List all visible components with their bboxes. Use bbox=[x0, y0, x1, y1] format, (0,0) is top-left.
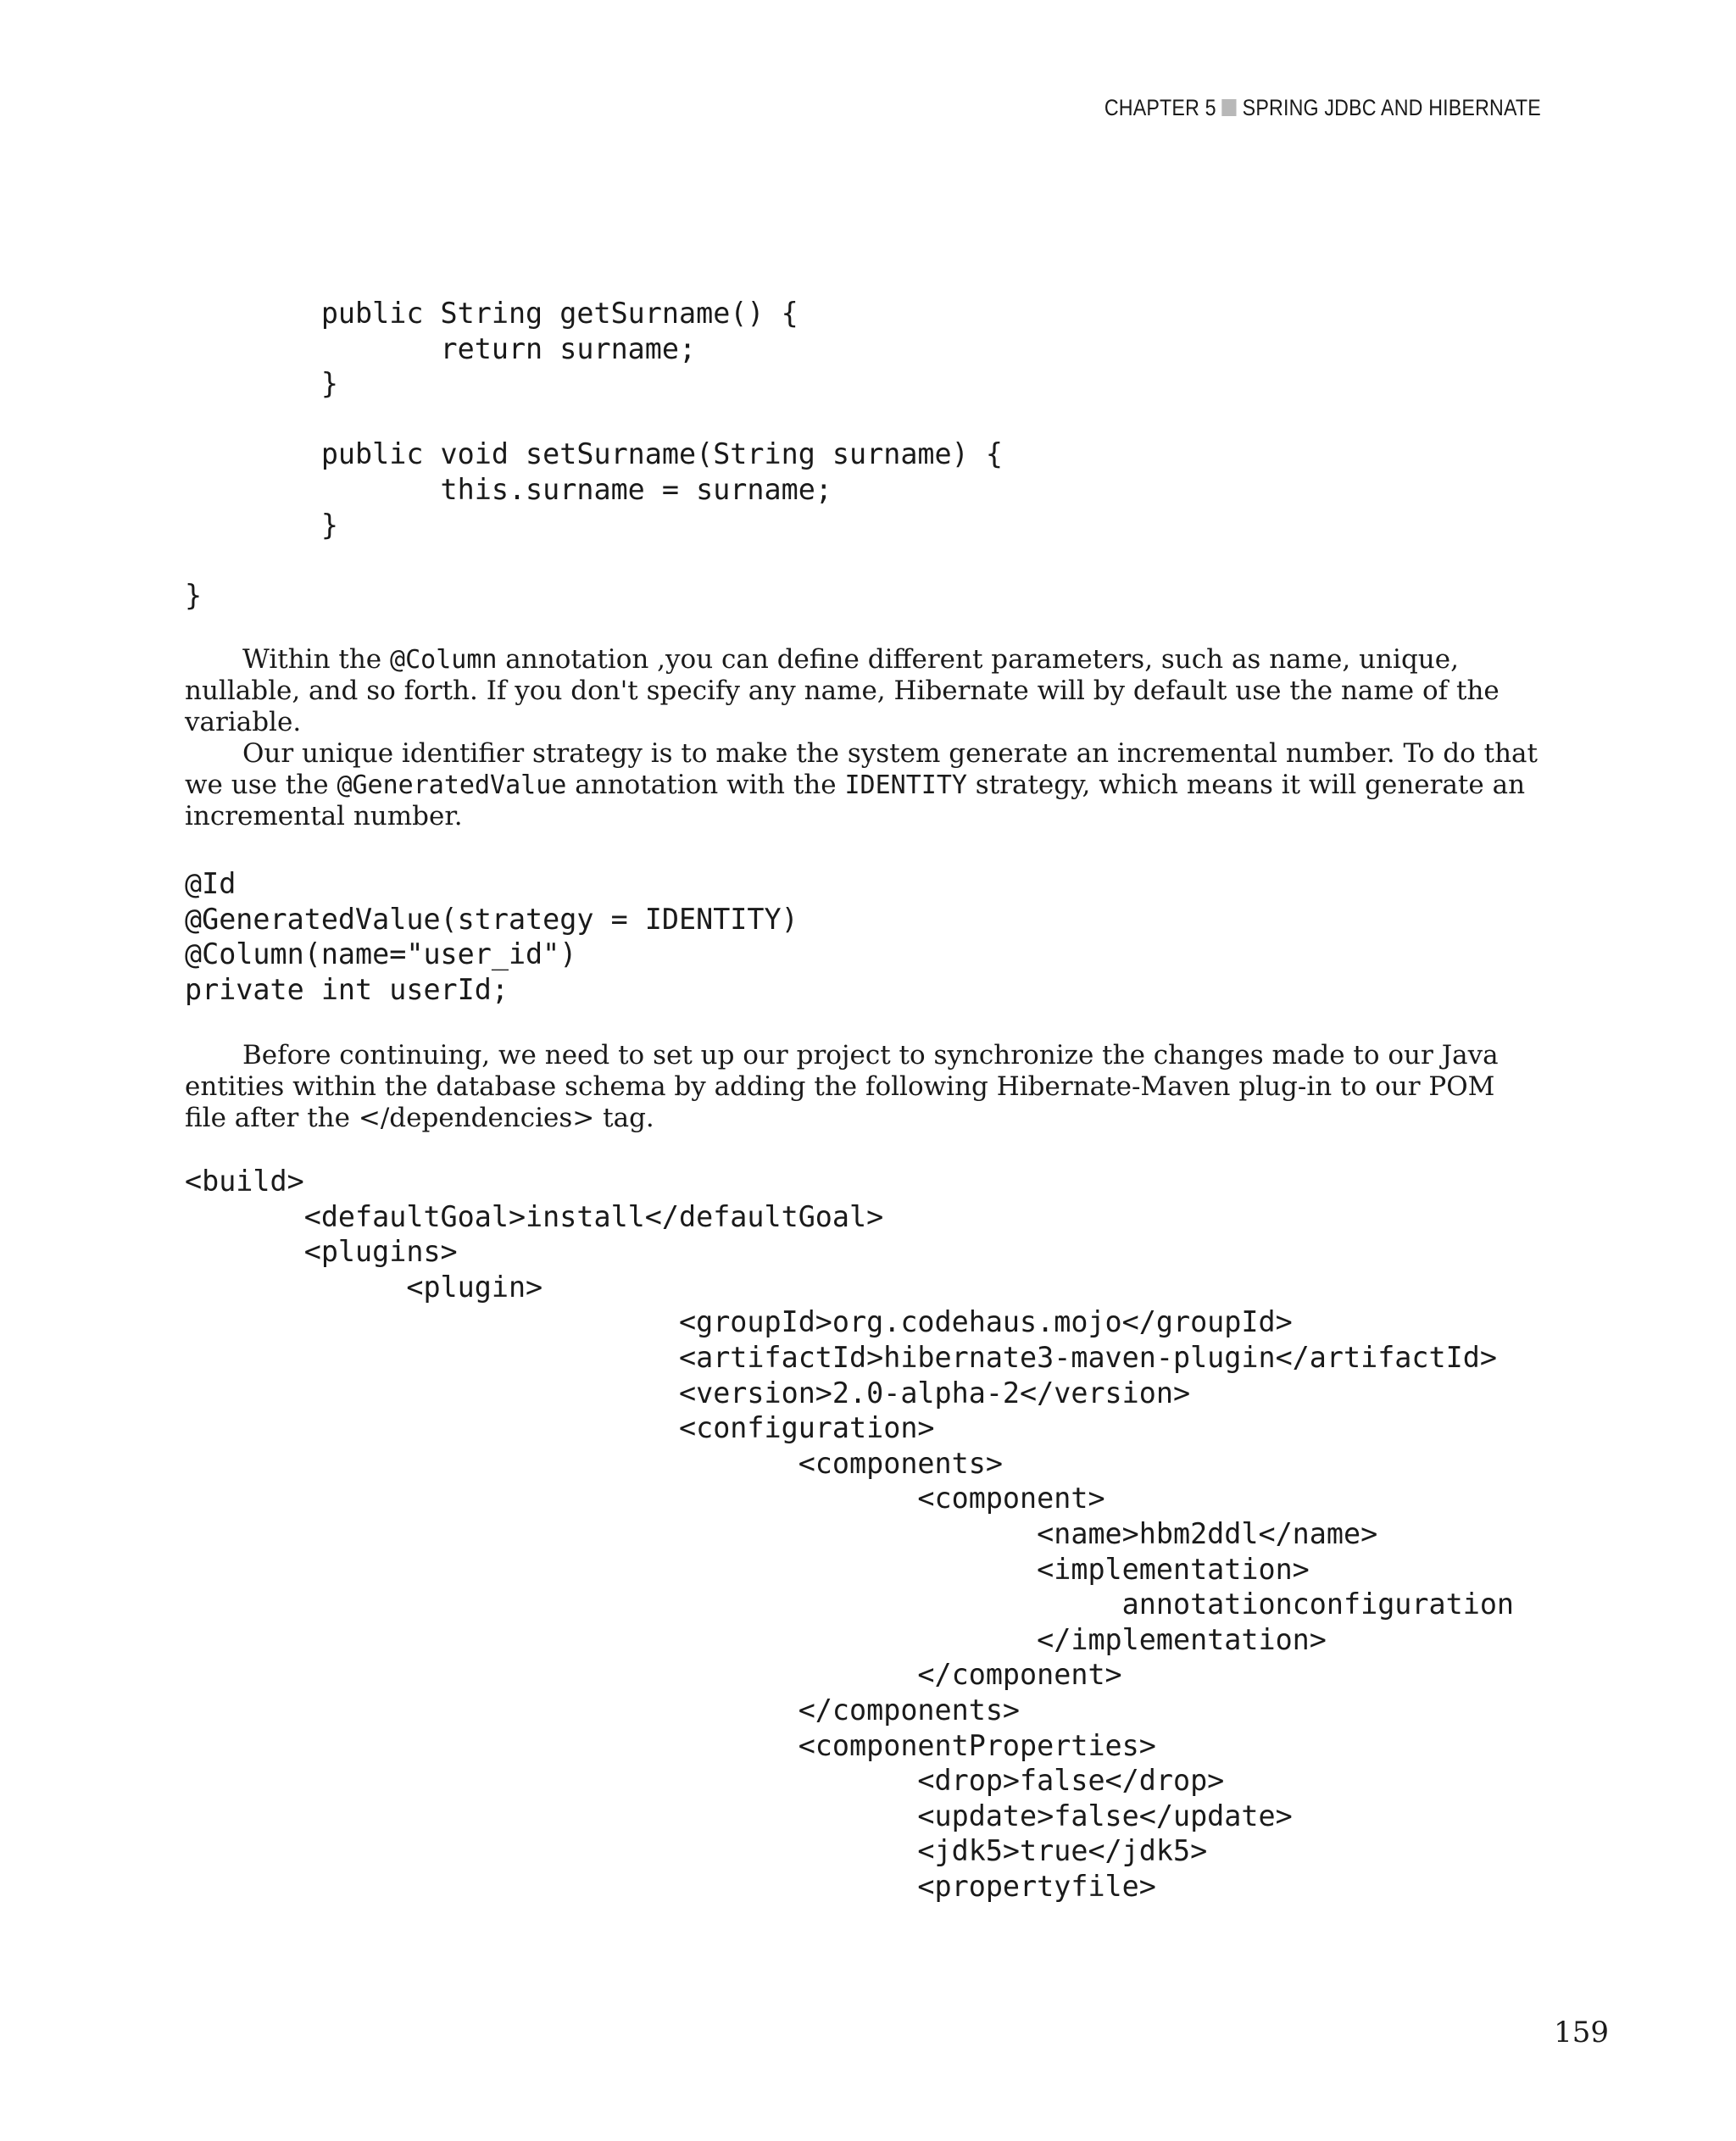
inline-code-column: @Column bbox=[390, 645, 498, 675]
paragraph-maven-plugin: Before continuing, we need to set up our project to synchronize the changes made to our Java entities within the database schema by adding the following Hibernate-Maven plug-in to our POM file after the </dependencies> tag. bbox=[185, 1040, 1499, 1133]
page-number: 159 bbox=[1554, 2016, 1609, 2049]
chapter-title: SPRING JDBC AND HIBERNATE bbox=[1242, 95, 1541, 120]
code-block-pom-build: <build> <defaultGoal>install</defaultGoal> <plugins> <plugin> <groupId>org.codehaus.mojo</groupId> <artifactId>hibernate3-maven-plugin</artifactId> <version>2.0-alpha-2</version> <configuration> <components> <component> <name>hbm2ddl</name> <implementation> annotationconfiguration </implementation> </component> </components> <componentProperties> <drop>false</drop> <update>false</update> <jdk5>true</jdk5> <propertyfile> bbox=[185, 1165, 1515, 1903]
inline-code-generatedvalue: @GeneratedValue bbox=[337, 770, 567, 800]
code-block-id-field: @Id @GeneratedValue(strategy = IDENTITY) @Column(name="user_id") private int userId; bbox=[185, 867, 798, 1006]
inline-code-identity: IDENTITY bbox=[844, 770, 967, 800]
body-text-column-params bbox=[185, 644, 1541, 832]
square-separator-icon bbox=[1222, 99, 1237, 116]
paragraph-column-annotation: Within the @Column annotation ,you can define different parameters, such as name, unique, nullable, and so forth. If you don't specify any name, Hibernate will by default use the name of the variable. bbox=[185, 644, 1500, 737]
code-block-getters-setters: public String getSurname() { return surname; } public void setSurname(String surname) { this.surname = surname; } } bbox=[185, 297, 1003, 612]
chapter-label: CHAPTER 5 bbox=[1104, 95, 1216, 120]
paragraph-identifier-strategy: Our unique identifier strategy is to make the system generate an incremental number. To do that we use the @GeneratedValue annotation with the IDENTITY strategy, which means it will generate an incremental number. bbox=[185, 738, 1538, 831]
body-text-maven-plugin bbox=[185, 1040, 1541, 1134]
running-header bbox=[1104, 95, 1541, 121]
